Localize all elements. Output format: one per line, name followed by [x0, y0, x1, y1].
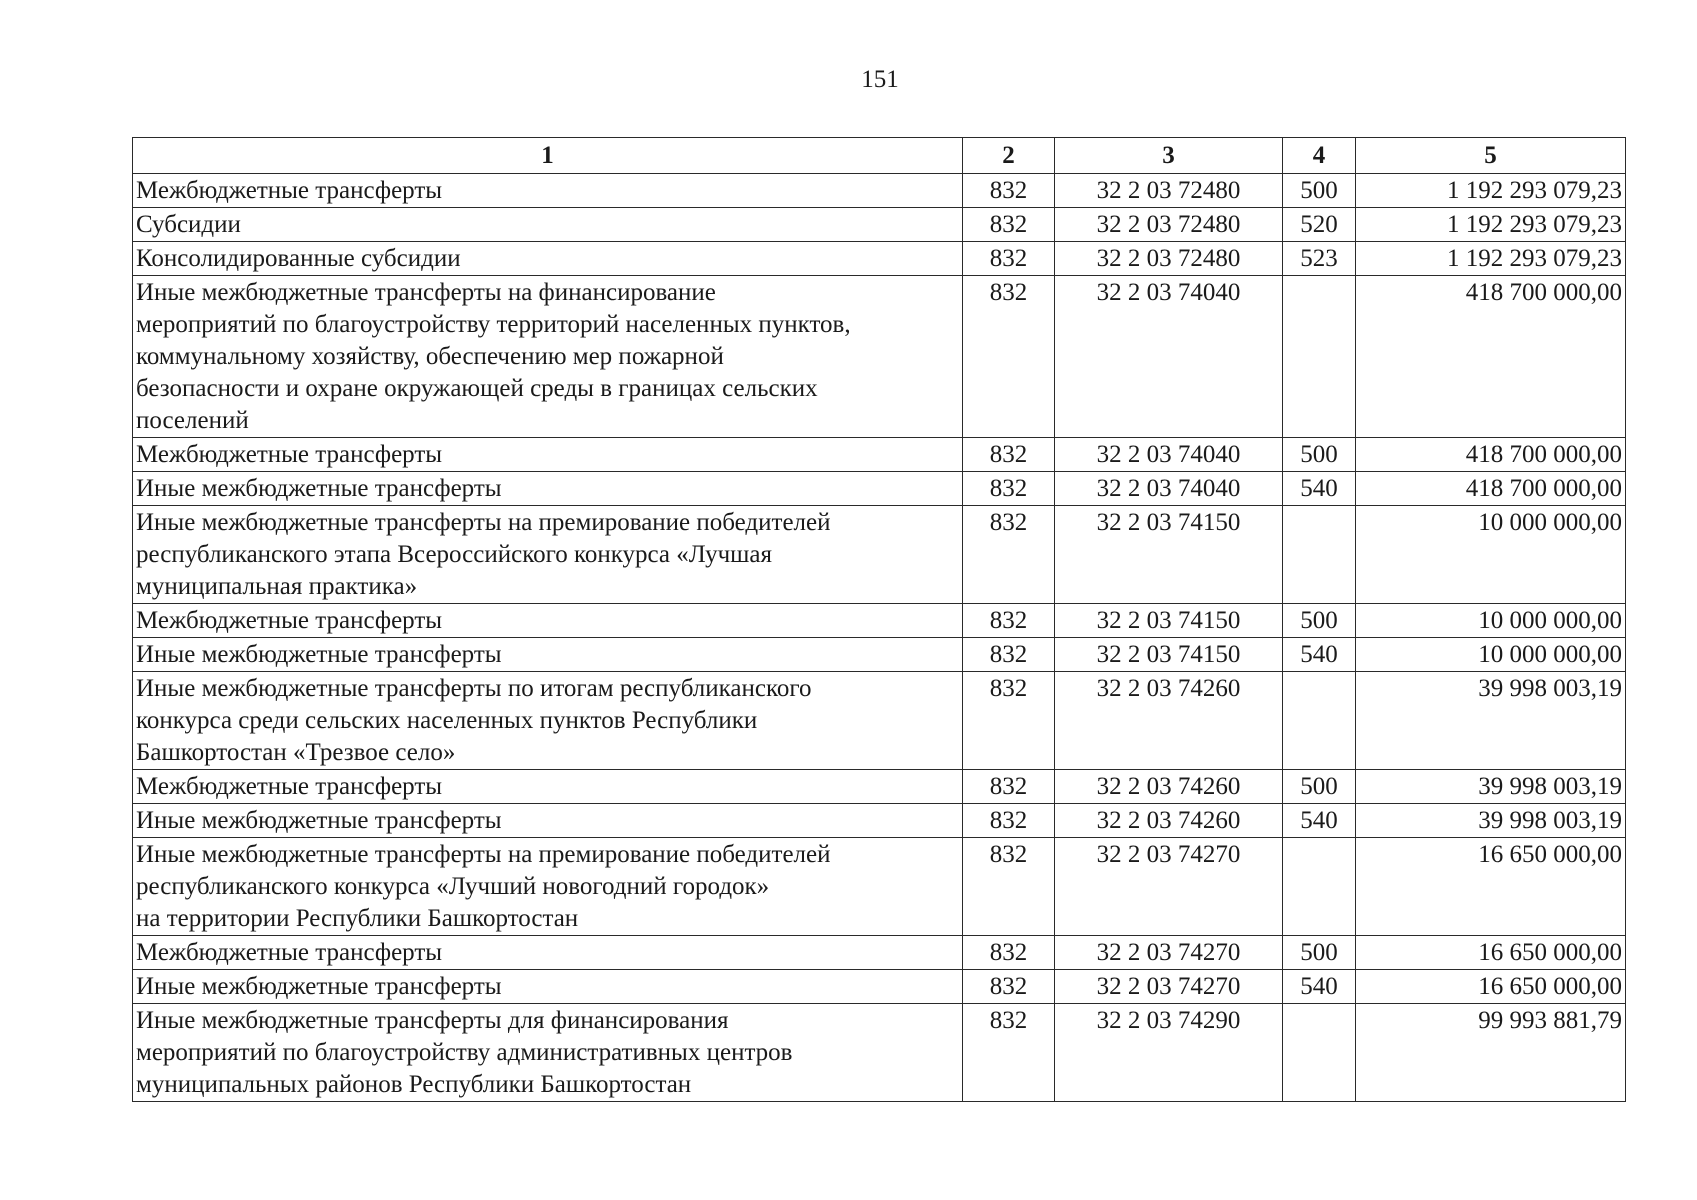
expense-type-cell	[1283, 1004, 1356, 1102]
target-article-cell: 32 2 03 74270	[1055, 838, 1283, 936]
expense-type-cell: 540	[1283, 472, 1356, 506]
item-name-cell: Иные межбюджетные трансферты	[133, 804, 963, 838]
target-article-cell: 32 2 03 72480	[1055, 174, 1283, 208]
ministry-code-cell: 832	[963, 242, 1055, 276]
amount-cell: 16 650 000,00	[1356, 970, 1626, 1004]
table-row	[133, 1004, 1626, 1102]
ministry-code-cell: 832	[963, 970, 1055, 1004]
ministry-code-cell: 832	[963, 604, 1055, 638]
table-header-row	[133, 138, 1626, 174]
table-row	[133, 506, 1626, 604]
amount-cell: 16 650 000,00	[1356, 838, 1626, 936]
expense-type-cell: 500	[1283, 604, 1356, 638]
amount-cell: 16 650 000,00	[1356, 936, 1626, 970]
item-name-cell: Субсидии	[133, 208, 963, 242]
target-article-cell: 32 2 03 74260	[1055, 770, 1283, 804]
amount-cell: 1 192 293 079,23	[1356, 208, 1626, 242]
amount-cell: 1 192 293 079,23	[1356, 242, 1626, 276]
item-name-cell: Межбюджетные трансферты	[133, 936, 963, 970]
table-row	[133, 936, 1626, 970]
item-name-cell: Иные межбюджетные трансферты на премирование победителей республиканского конкурса «Лучший новогодний городок» на территории Республики Башкортостан	[133, 838, 963, 936]
table-row	[133, 242, 1626, 276]
target-article-cell: 32 2 03 74290	[1055, 1004, 1283, 1102]
expense-type-cell: 500	[1283, 174, 1356, 208]
table-row	[133, 672, 1626, 770]
expense-type-cell: 540	[1283, 970, 1356, 1004]
ministry-code-cell: 832	[963, 506, 1055, 604]
item-name-cell: Иные межбюджетные трансферты	[133, 970, 963, 1004]
target-article-cell: 32 2 03 74040	[1055, 472, 1283, 506]
expense-type-cell: 540	[1283, 638, 1356, 672]
target-article-cell: 32 2 03 74150	[1055, 638, 1283, 672]
expense-type-cell: 540	[1283, 804, 1356, 838]
target-article-cell: 32 2 03 74040	[1055, 438, 1283, 472]
expense-type-cell	[1283, 276, 1356, 438]
item-name-cell: Иные межбюджетные трансферты для финансирования мероприятий по благоустройству административных центров муниципальных районов Республики Башкортостан	[133, 1004, 963, 1102]
table-row	[133, 208, 1626, 242]
target-article-cell: 32 2 03 72480	[1055, 242, 1283, 276]
item-name-cell: Иные межбюджетные трансферты по итогам республиканского конкурса среди сельских населенных пунктов Республики Башкортостан «Трезвое село»	[133, 672, 963, 770]
amount-cell: 99 993 881,79	[1356, 1004, 1626, 1102]
amount-cell: 418 700 000,00	[1356, 276, 1626, 438]
item-name-cell: Консолидированные субсидии	[133, 242, 963, 276]
amount-cell: 418 700 000,00	[1356, 438, 1626, 472]
expense-type-cell	[1283, 672, 1356, 770]
expense-type-cell: 523	[1283, 242, 1356, 276]
target-article-cell: 32 2 03 72480	[1055, 208, 1283, 242]
ministry-code-cell: 832	[963, 438, 1055, 472]
item-name-cell: Межбюджетные трансферты	[133, 174, 963, 208]
amount-cell: 418 700 000,00	[1356, 472, 1626, 506]
amount-cell: 1 192 293 079,23	[1356, 174, 1626, 208]
page-number: 151	[861, 66, 899, 93]
column-header: 2	[963, 138, 1055, 174]
ministry-code-cell: 832	[963, 936, 1055, 970]
target-article-cell: 32 2 03 74260	[1055, 672, 1283, 770]
expense-type-cell: 520	[1283, 208, 1356, 242]
ministry-code-cell: 832	[963, 174, 1055, 208]
ministry-code-cell: 832	[963, 472, 1055, 506]
ministry-code-cell: 832	[963, 208, 1055, 242]
amount-cell: 39 998 003,19	[1356, 804, 1626, 838]
table-row	[133, 770, 1626, 804]
item-name-cell: Межбюджетные трансферты	[133, 770, 963, 804]
target-article-cell: 32 2 03 74270	[1055, 936, 1283, 970]
amount-cell: 10 000 000,00	[1356, 638, 1626, 672]
column-header: 5	[1356, 138, 1626, 174]
amount-cell: 10 000 000,00	[1356, 506, 1626, 604]
expense-type-cell: 500	[1283, 438, 1356, 472]
table-row	[133, 472, 1626, 506]
table-row	[133, 804, 1626, 838]
expense-type-cell: 500	[1283, 936, 1356, 970]
item-name-cell: Иные межбюджетные трансферты на финансирование мероприятий по благоустройству территорий населенных пунктов, коммунальному хозяйству, обеспечению мер пожарной безопасности и охране окружающей среды в границах сельских поселений	[133, 276, 963, 438]
item-name-cell: Иные межбюджетные трансферты на премирование победителей республиканского этапа Всероссийского конкурса «Лучшая муниципальная практика»	[133, 506, 963, 604]
ministry-code-cell: 832	[963, 770, 1055, 804]
table-row	[133, 838, 1626, 936]
table-body	[133, 174, 1626, 1102]
target-article-cell: 32 2 03 74260	[1055, 804, 1283, 838]
amount-cell: 39 998 003,19	[1356, 672, 1626, 770]
ministry-code-cell: 832	[963, 1004, 1055, 1102]
amount-cell: 10 000 000,00	[1356, 604, 1626, 638]
column-header: 3	[1055, 138, 1283, 174]
ministry-code-cell: 832	[963, 672, 1055, 770]
column-header: 1	[133, 138, 963, 174]
ministry-code-cell: 832	[963, 276, 1055, 438]
item-name-cell: Межбюджетные трансферты	[133, 604, 963, 638]
table-row	[133, 174, 1626, 208]
item-name-cell: Иные межбюджетные трансферты	[133, 638, 963, 672]
expense-type-cell: 500	[1283, 770, 1356, 804]
table-row	[133, 438, 1626, 472]
expense-type-cell	[1283, 506, 1356, 604]
table-row	[133, 604, 1626, 638]
table-row	[133, 638, 1626, 672]
amount-cell: 39 998 003,19	[1356, 770, 1626, 804]
item-name-cell: Иные межбюджетные трансферты	[133, 472, 963, 506]
budget-table	[132, 137, 1626, 1102]
table-row	[133, 970, 1626, 1004]
ministry-code-cell: 832	[963, 804, 1055, 838]
target-article-cell: 32 2 03 74150	[1055, 506, 1283, 604]
target-article-cell: 32 2 03 74270	[1055, 970, 1283, 1004]
column-header: 4	[1283, 138, 1356, 174]
target-article-cell: 32 2 03 74040	[1055, 276, 1283, 438]
ministry-code-cell: 832	[963, 638, 1055, 672]
table-row	[133, 276, 1626, 438]
expense-type-cell	[1283, 838, 1356, 936]
item-name-cell: Межбюджетные трансферты	[133, 438, 963, 472]
target-article-cell: 32 2 03 74150	[1055, 604, 1283, 638]
ministry-code-cell: 832	[963, 838, 1055, 936]
